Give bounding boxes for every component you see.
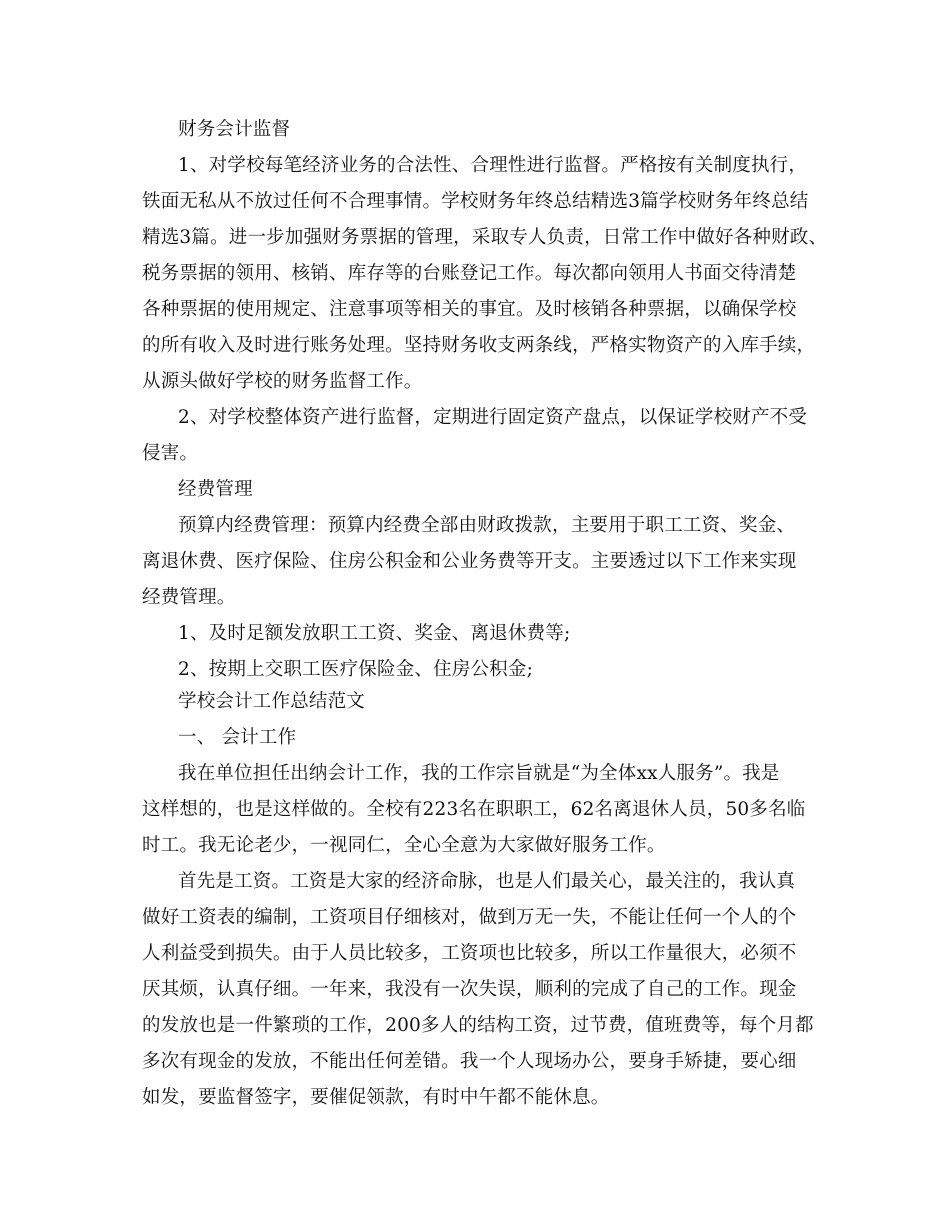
- paragraph-line: 的所有收入及时进行账务处理。坚持财务收支两条线，严格实物资产的入库手续，: [142, 335, 816, 356]
- paragraph-line: 从源头做好学校的财务监督工作。: [142, 371, 423, 392]
- paragraph-line: 多次有现金的发放，不能出任何差错。我一个人现场办公，要身手矫捷，要心细: [142, 1051, 797, 1072]
- paragraph-line: 时工。我无论老少，一视同仁，全心全意为大家做好服务工作。: [142, 835, 666, 856]
- paragraph-line: 经费管理。: [142, 587, 236, 608]
- paragraph-line: 税务票据的领用、核销、库存等的台账登记工作。每次都向领用人书面交待清楚: [142, 263, 797, 284]
- paragraph-line: 各种票据的使用规定、注意事项等相关的事宜。及时核销各种票据，以确保学校: [142, 299, 797, 320]
- paragraph-line: 1、对学校每笔经济业务的合法性、合理性进行监督。严格按有关制度执行，: [178, 155, 808, 176]
- list-item: 1、及时足额发放职工工资、奖金、离退休费等;: [178, 623, 571, 644]
- paragraph-line: 预算内经费管理：预算内经费全部由财政拨款，主要用于职工工资、奖金、: [178, 515, 796, 536]
- paragraph-line: 铁面无私从不放过任何不合理事情。学校财务年终总结精选3篇学校财务年终总结: [142, 191, 809, 212]
- paragraph-line: 2、对学校整体资产进行监督，定期进行固定资产盘点，以保证学校财产不受: [178, 407, 808, 428]
- section-heading-financial-supervision: 财务会计监督: [178, 119, 291, 140]
- paragraph-line: 做好工资表的编制，工资项目仔细核对，做到万无一失，不能让任何一个人的个: [142, 907, 797, 928]
- section-heading-summary: 学校会计工作总结范文: [178, 691, 366, 712]
- paragraph-line: 人利益受到损失。由于人员比较多，工资项也比较多，所以工作量很大，必须不: [142, 943, 797, 964]
- paragraph-line: 精选3篇。进一步加强财务票据的管理，采取专人负责，日常工作中做好各种财政、: [142, 227, 828, 248]
- paragraph-line: 厌其烦，认真仔细。一年来，我没有一次失误，顺利的完成了自己的工作。现金: [142, 979, 797, 1000]
- paragraph-line: 这样想的，也是这样做的。全校有223名在职职工，62名离退休人员，50多名临: [142, 799, 806, 820]
- paragraph-line: 侵害。: [142, 443, 199, 464]
- paragraph-line: 离退休费、医疗保险、住房公积金和公业务费等开支。主要透过以下工作来实现: [142, 551, 797, 572]
- paragraph-line: 首先是工资。工资是大家的经济命脉，也是人们最关心，最关注的，我认真: [178, 871, 796, 892]
- paragraph-line: 我在单位担任出纳会计工作，我的工作宗旨就是“为全体xx人服务”。我是: [178, 763, 780, 784]
- section-heading-accounting-work: 一、 会计工作: [178, 727, 297, 748]
- section-heading-funding-management: 经费管理: [178, 479, 253, 500]
- paragraph-line: 的发放也是一件繁琐的工作，200多人的结构工资，过节费，值班费等，每个月都: [142, 1015, 814, 1036]
- list-item: 2、按期上交职工医疗保险金、住房公积金;: [178, 659, 534, 680]
- paragraph-line: 如发，要监督签字，要催促领款，有时中午都不能休息。: [142, 1087, 610, 1108]
